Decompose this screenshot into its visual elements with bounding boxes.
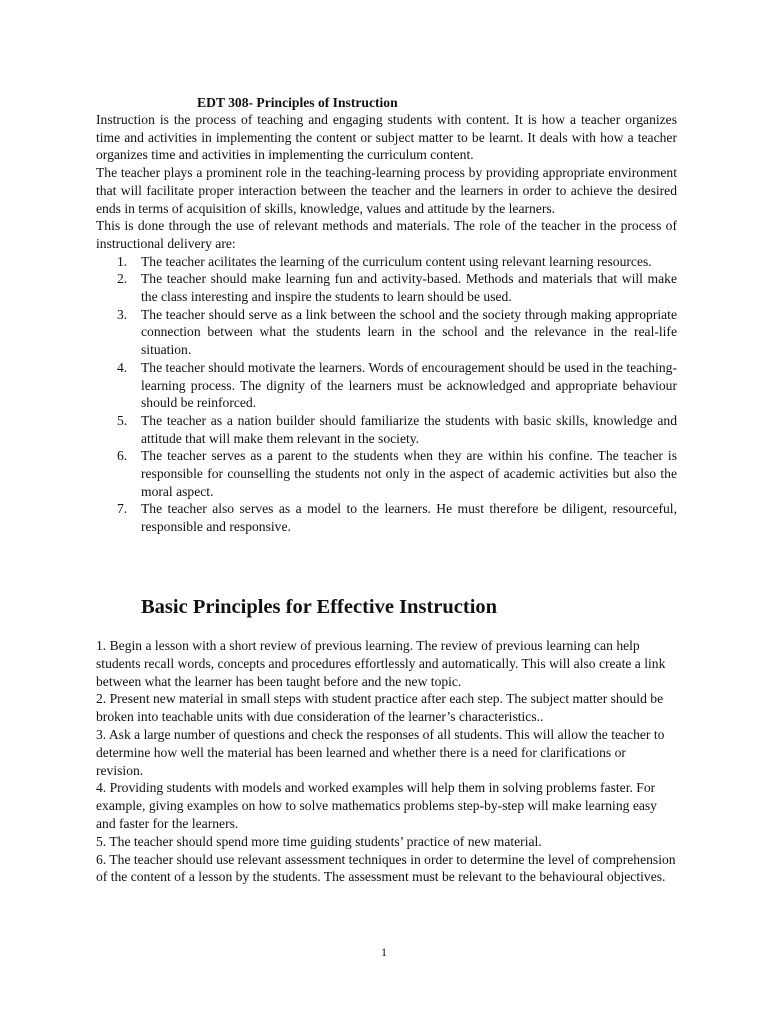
- principle-paragraph: 2. Present new material in small steps with student practice after each step. The subject matter should be broken into teachable units with due consideration of the learner’s characteristics..: [96, 691, 664, 725]
- role-number: 5.: [117, 412, 128, 428]
- intro-paragraph: This is done through the use of relevant methods and materials. The role of the teacher in the process of instructional delivery are:: [96, 218, 677, 251]
- principle-paragraph: 6. The teacher should use relevant assessment techniques in order to determine the level of comprehension of the content of a lesson by the students. The assessment must be relevant to the behavioural objectives.: [96, 851, 676, 885]
- principle-paragraph: 4. Providing students with models and worked examples will help them in solving problems faster. For example, giving examples on how to solve mathematics problems step-by-step will make learning easy and faster for the learners.: [96, 780, 657, 831]
- role-number: 6.: [117, 448, 128, 464]
- role-text: The teacher also serves as a model to the learners. He must therefore be diligent, resourceful, responsible and responsive.: [141, 501, 677, 535]
- principles-heading: Basic Principles for Effective Instruction: [141, 596, 498, 618]
- page-number: 1: [381, 945, 387, 959]
- role-text: The teacher should make learning fun and activity-based. Methods and materials that will make the class interesting and inspire the students to learn should be used.: [141, 271, 677, 305]
- role-text: The teacher acilitates the learning of the curriculum content using relevant learning resources.: [141, 253, 652, 269]
- role-text: The teacher as a nation builder should familiarize the students with basic skills, knowledge and attitude that will make them relevant in the society.: [141, 412, 677, 446]
- role-list-item: [96, 412, 677, 447]
- role-number: 2.: [117, 271, 128, 287]
- role-number: 3.: [117, 306, 128, 322]
- role-number: 4.: [117, 359, 128, 375]
- role-list-item: [96, 253, 677, 271]
- principles-section: [96, 637, 676, 886]
- role-text: The teacher should motivate the learners. Words of encouragement should be used in the teaching-learning process. The dignity of the learners must be acknowledged and appropriate behaviour should be reinforced.: [141, 359, 677, 411]
- intro-section: [96, 111, 677, 536]
- document-title: EDT 308- Principles of Instruction: [197, 95, 398, 110]
- role-text: The teacher should serve as a link between the school and the society through making appropriate connection between what the students learn in the school and the relevance in the real-life situation.: [141, 306, 677, 358]
- intro-paragraph: Instruction is the process of teaching and engaging students with content. It is how a teacher organizes time and activities in implementing the content or subject matter to be learnt. It deals with how a teacher organizes time and activities in implementing the curriculum content.: [96, 112, 677, 163]
- principle-paragraph: 3. Ask a large number of questions and check the responses of all students. This will allow the teacher to determine how well the material has been learned and whether there is a need for clarifications or revision.: [96, 726, 665, 778]
- role-list-item: [96, 359, 677, 412]
- role-list-item: [96, 447, 677, 500]
- teacher-roles-list: [96, 253, 677, 536]
- principle-paragraph: 1. Begin a lesson with a short review of previous learning. The review of previous learning can help students recall words, concepts and procedures effortlessly and automatically. This will also create a link between what the learner has been taught before and the new topic.: [96, 638, 666, 689]
- role-number: 7.: [117, 501, 128, 517]
- principle-paragraph: 5. The teacher should spend more time guiding students’ practice of new material.: [96, 833, 542, 849]
- intro-paragraph: The teacher plays a prominent role in the teaching-learning process by providing appropriate environment that will facilitate proper interaction between the teacher and the learners in order to achieve the desired ends in terms of acquisition of skills, knowledge, values and attitude by the learners.: [96, 165, 677, 216]
- role-list-item: [96, 306, 677, 359]
- role-number: 1.: [117, 253, 128, 269]
- role-list-item: [96, 270, 677, 305]
- role-list-item: [96, 500, 677, 535]
- role-text: The teacher serves as a parent to the students when they are within his confine. The teacher is responsible for counselling the students not only in the aspect of academic activities but also the moral aspect.: [141, 448, 677, 499]
